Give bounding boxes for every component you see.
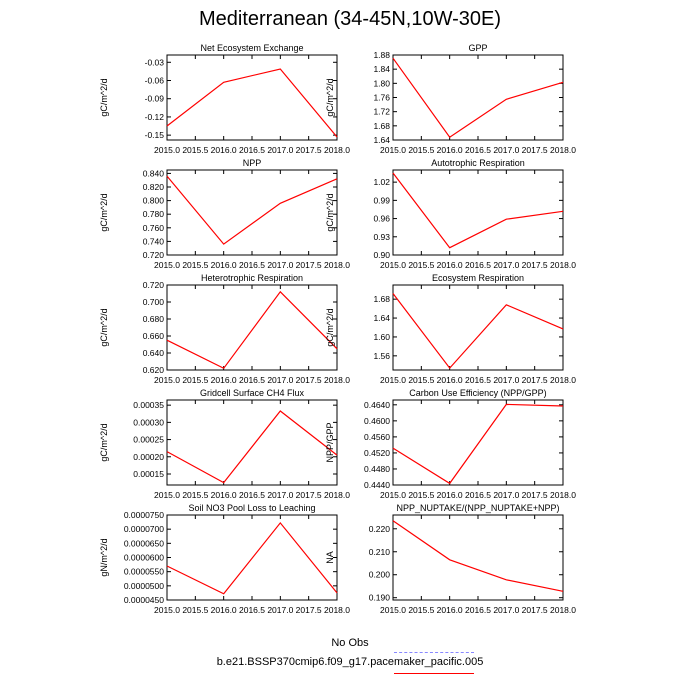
panel-2-ytick-label: 1.72 — [373, 106, 390, 117]
panel-10-ylabel: NA — [325, 551, 335, 564]
panel-8-xtick-label: 2017.0 — [493, 490, 520, 500]
panel-10-xtick-label: 2018.0 — [550, 605, 576, 615]
panel-1-title: Net Ecosystem Exchange — [200, 43, 304, 53]
panel-9-ytick-label: 0.0000500 — [123, 580, 164, 591]
panel-9-xtick-label: 2018.0 — [324, 605, 350, 615]
panel-8-series-line — [393, 404, 563, 483]
panel-10-ytick-label: 0.200 — [368, 569, 390, 580]
panel-3-ylabel: gC/m^2/d — [99, 193, 109, 232]
panel-8-xtick-label: 2016.5 — [465, 490, 491, 500]
panel-2-xtick-label: 2015.0 — [380, 145, 406, 155]
legend-model-swatch — [394, 673, 474, 674]
panel-9-xtick-label: 2015.5 — [182, 605, 209, 615]
panel-3-ytick-label: 0.740 — [142, 236, 164, 247]
panel-7-ylabel: gC/m^2/d — [99, 423, 109, 462]
panel-1-ytick-label: -0.12 — [144, 111, 164, 122]
panel-2-xtick-label: 2015.5 — [408, 145, 435, 155]
panel-1-ytick-label: -0.15 — [144, 130, 164, 141]
panel-5-frame — [167, 285, 337, 370]
panel-3-frame — [167, 170, 337, 255]
panel-6-xtick-label: 2015.0 — [380, 375, 406, 385]
panel-5-ytick-label: 0.700 — [142, 297, 164, 307]
panel-3-series-line — [167, 176, 337, 244]
panel-8-xtick-label: 2018.0 — [550, 490, 576, 500]
panel-3-ytick-label: 0.780 — [142, 209, 164, 220]
panel-5-ytick-label: 0.660 — [142, 331, 164, 341]
panel-4-ytick-label: 1.02 — [373, 177, 390, 188]
panel-3-xtick-label: 2015.0 — [154, 260, 180, 270]
panel-9-ytick-label: 0.0000450 — [123, 595, 164, 605]
panel-10-ytick-label: 0.210 — [368, 546, 390, 557]
panel-5-ytick-label: 0.640 — [142, 348, 164, 358]
panel-1-ytick-label: -0.06 — [144, 75, 164, 86]
panel-4-xtick-label: 2016.0 — [436, 260, 463, 270]
panel-10-xtick-label: 2016.5 — [465, 605, 491, 615]
panel-6-ytick-label: 1.56 — [373, 350, 390, 361]
panel-9-xtick-label: 2015.0 — [154, 605, 180, 615]
panel-10-ytick-label: 0.220 — [368, 523, 390, 534]
panel-3-ytick-label: 0.840 — [142, 168, 164, 179]
panel-2-ytick-label: 1.80 — [373, 78, 390, 89]
panel-4-xtick-label: 2015.0 — [380, 260, 406, 270]
panel-2-title: GPP — [468, 43, 488, 53]
panel-6-ylabel: gC/m^2/d — [325, 308, 335, 347]
panel-2-ytick-label: 1.84 — [373, 64, 390, 75]
panel-10-title: NPP_NUPTAKE/(NPP_NUPTAKE+NPP) — [396, 503, 560, 513]
panel-3-ytick-label: 0.800 — [142, 195, 164, 206]
panel-10-series-line — [393, 521, 563, 592]
panel-2-ytick-label: 1.64 — [373, 135, 390, 145]
panel-5-xtick-label: 2018.0 — [324, 375, 350, 385]
panel-7-ytick-label: 0.00020 — [133, 451, 164, 462]
panel-7-series-line — [167, 411, 337, 483]
panel-9-ytick-label: 0.0000550 — [123, 566, 164, 577]
panel-5-xtick-label: 2017.0 — [267, 375, 294, 385]
panel-8-ytick-label: 0.4520 — [364, 447, 390, 458]
panel-3-ytick-label: 0.720 — [142, 250, 164, 260]
panel-3-xtick-label: 2016.5 — [239, 260, 265, 270]
panel-10-xtick-label: 2017.0 — [493, 605, 520, 615]
panel-2-xtick-label: 2017.5 — [521, 145, 548, 155]
panel-5-title: Heterotrophic Respiration — [200, 273, 304, 283]
panel-1-xtick-label: 2016.5 — [239, 145, 265, 155]
panel-8-ytick-label: 0.4600 — [364, 415, 390, 426]
panel-8-ylabel: NPP/GPP — [325, 422, 335, 463]
panel-1-frame — [167, 55, 337, 140]
panel-10-xtick-label: 2016.0 — [436, 605, 463, 615]
panel-5-xtick-label: 2017.5 — [295, 375, 322, 385]
panel-3-xtick-label: 2016.0 — [210, 260, 237, 270]
panel-9-series-line — [167, 523, 337, 594]
panel-3-xtick-label: 2017.0 — [267, 260, 294, 270]
panel-8-ytick-label: 0.4560 — [364, 431, 390, 442]
panel-4-xtick-label: 2018.0 — [550, 260, 576, 270]
panel-8-xtick-label: 2015.5 — [408, 490, 435, 500]
panel-7-frame — [167, 400, 337, 485]
panel-10-frame — [393, 515, 563, 600]
panel-1-ytick-label: -0.09 — [144, 93, 164, 104]
panel-9-ytick-label: 0.0000650 — [123, 538, 164, 549]
panel-2-ylabel: gC/m^2/d — [325, 78, 335, 117]
panel-8-frame — [393, 400, 563, 485]
panel-3-ytick-label: 0.760 — [142, 222, 164, 233]
panel-3-xtick-label: 2017.5 — [295, 260, 322, 270]
panel-1-xtick-label: 2016.0 — [210, 145, 237, 155]
panel-7-xtick-label: 2016.0 — [210, 490, 237, 500]
panel-5-ytick-label: 0.720 — [142, 280, 164, 290]
panel-9-xtick-label: 2017.5 — [295, 605, 322, 615]
panel-4-xtick-label: 2017.0 — [493, 260, 520, 270]
panel-9-ytick-label: 0.0000750 — [123, 510, 164, 520]
panel-9-ytick-label: 0.0000700 — [123, 524, 164, 535]
panel-8-xtick-label: 2016.0 — [436, 490, 463, 500]
panel-1-xtick-label: 2015.0 — [154, 145, 180, 155]
panel-5-xtick-label: 2015.0 — [154, 375, 180, 385]
panel-4-xtick-label: 2016.5 — [465, 260, 491, 270]
panel-6-xtick-label: 2015.5 — [408, 375, 435, 385]
legend-obs-swatch — [394, 652, 474, 653]
panel-3-title: NPP — [242, 158, 262, 168]
panel-6-series-line — [393, 294, 563, 369]
panel-8-ytick-label: 0.4480 — [364, 463, 390, 474]
panel-2-xtick-label: 2017.0 — [493, 145, 520, 155]
panel-10-xtick-label: 2017.5 — [521, 605, 548, 615]
panel-4-ytick-label: 0.99 — [373, 195, 390, 206]
panel-7-ytick-label: 0.00025 — [133, 434, 164, 445]
panel-4-ytick-label: 0.96 — [373, 213, 390, 224]
panel-8-xtick-label: 2017.5 — [521, 490, 548, 500]
panel-7-xtick-label: 2016.5 — [239, 490, 265, 500]
panel-7-ytick-label: 0.00015 — [133, 468, 164, 479]
panel-8-ytick-label: 0.4440 — [364, 480, 390, 490]
panel-1-xtick-label: 2017.5 — [295, 145, 322, 155]
page-title: Mediterranean (34-45N,10W-30E) — [198, 8, 501, 30]
panel-8-xtick-label: 2015.0 — [380, 490, 406, 500]
legend-model-label: b.e21.BSSP370cmip6.f09_g17.pacemaker_pacific.005 — [216, 656, 484, 668]
panel-8-title: Carbon Use Efficiency (NPP/GPP) — [409, 388, 547, 398]
panel-6-xtick-label: 2016.0 — [436, 375, 463, 385]
panel-2-ytick-label: 1.68 — [373, 120, 390, 131]
panel-6-ytick-label: 1.68 — [373, 294, 390, 305]
panel-2-ytick-label: 1.88 — [373, 50, 390, 60]
panel-10-ytick-label: 0.190 — [368, 592, 390, 603]
panel-7-ytick-label: 0.00035 — [133, 400, 164, 411]
panel-8-ytick-label: 0.4640 — [364, 399, 390, 410]
panel-2-xtick-label: 2018.0 — [550, 145, 576, 155]
panel-9-xtick-label: 2016.0 — [210, 605, 237, 615]
panel-5-ytick-label: 0.620 — [142, 365, 164, 375]
panel-1-ylabel: gC/m^2/d — [99, 78, 109, 117]
panel-4-series-line — [393, 173, 563, 248]
panel-6-xtick-label: 2017.0 — [493, 375, 520, 385]
panel-10-xtick-label: 2015.5 — [408, 605, 435, 615]
panel-7-title: Gridcell Surface CH4 Flux — [199, 388, 305, 398]
panel-1-xtick-label: 2017.0 — [267, 145, 294, 155]
panel-4-ylabel: gC/m^2/d — [325, 193, 335, 232]
panel-6-xtick-label: 2018.0 — [550, 375, 576, 385]
panel-2-frame — [393, 55, 563, 140]
panel-5-ylabel: gC/m^2/d — [99, 308, 109, 347]
panel-7-xtick-label: 2015.0 — [154, 490, 180, 500]
panel-1-xtick-label: 2018.0 — [324, 145, 350, 155]
panel-1-ytick-label: -0.03 — [144, 57, 164, 68]
legend-obs-label: No Obs — [331, 637, 369, 649]
panel-4-ytick-label: 0.90 — [373, 250, 390, 260]
panel-5-xtick-label: 2016.0 — [210, 375, 237, 385]
panel-7-xtick-label: 2018.0 — [324, 490, 350, 500]
panel-1-series-line — [167, 69, 337, 137]
panel-3-xtick-label: 2015.5 — [182, 260, 209, 270]
panel-7-xtick-label: 2017.5 — [295, 490, 322, 500]
panel-3-xtick-label: 2018.0 — [324, 260, 350, 270]
panel-10-xtick-label: 2015.0 — [380, 605, 406, 615]
panel-1-xtick-label: 2015.5 — [182, 145, 209, 155]
panel-3-ytick-label: 0.820 — [142, 182, 164, 192]
panel-5-xtick-label: 2016.5 — [239, 375, 265, 385]
panel-9-ytick-label: 0.0000600 — [123, 552, 164, 563]
panel-2-ytick-label: 1.76 — [373, 92, 390, 103]
panel-6-title: Ecosystem Respiration — [431, 273, 525, 283]
panel-9-ylabel: gN/m^2/d — [99, 538, 109, 577]
panel-9-xtick-label: 2016.5 — [239, 605, 265, 615]
panel-2-xtick-label: 2016.5 — [465, 145, 491, 155]
panel-4-ytick-label: 0.93 — [373, 231, 390, 242]
panel-6-ytick-label: 1.60 — [373, 331, 390, 342]
panel-2-series-line — [393, 58, 563, 137]
panel-7-xtick-label: 2017.0 — [267, 490, 294, 500]
panel-4-xtick-label: 2015.5 — [408, 260, 435, 270]
panel-5-series-line — [167, 292, 337, 369]
panel-6-xtick-label: 2016.5 — [465, 375, 491, 385]
panel-6-xtick-label: 2017.5 — [521, 375, 548, 385]
panel-9-xtick-label: 2017.0 — [267, 605, 294, 615]
panel-9-title: Soil NO3 Pool Loss to Leaching — [188, 503, 316, 513]
panel-4-xtick-label: 2017.5 — [521, 260, 548, 270]
panel-2-xtick-label: 2016.0 — [436, 145, 463, 155]
panel-5-xtick-label: 2015.5 — [182, 375, 209, 385]
panel-5-ytick-label: 0.680 — [142, 314, 164, 324]
panel-6-ytick-label: 1.64 — [373, 313, 390, 324]
panel-7-xtick-label: 2015.5 — [182, 490, 209, 500]
panel-4-frame — [393, 170, 563, 255]
panel-7-ytick-label: 0.00030 — [133, 417, 164, 428]
panel-4-title: Autotrophic Respiration — [431, 158, 525, 168]
